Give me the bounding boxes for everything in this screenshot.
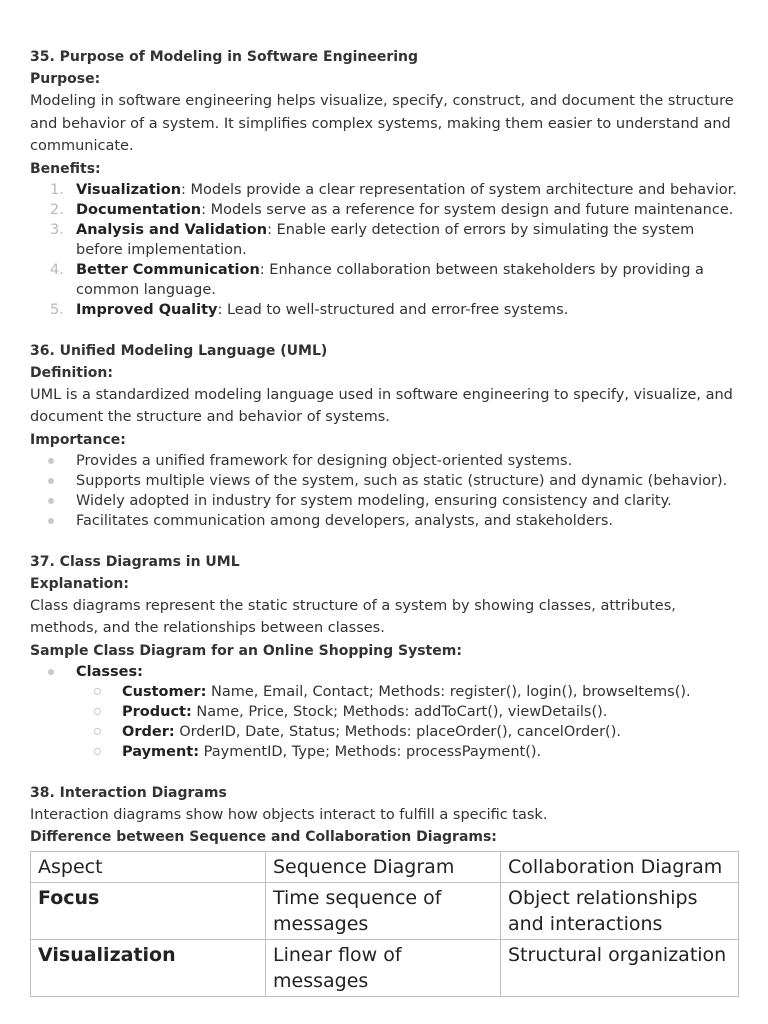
classes-list (30, 662, 742, 762)
importance-label: Importance: (30, 431, 126, 448)
table-row (31, 883, 739, 940)
definition-text: UML is a standardized modeling language used in software engineering to specify, visualize, and document the structure and behavior of systems. (30, 386, 733, 425)
table-row (31, 940, 739, 997)
table-cell: Linear flow of messages (266, 940, 501, 997)
circle-bullet-icon (94, 688, 101, 695)
table-cell: Object relationships and interactions (501, 883, 739, 940)
list-item: Provides a unified framework for designing object-oriented systems. (30, 451, 742, 471)
table-header-cell: Collaboration Diagram (501, 852, 739, 883)
sample-label: Sample Class Diagram for an Online Shopping System: (30, 642, 462, 659)
list-item: Product: Name, Price, Stock; Methods: addToCart(), viewDetails(). (30, 702, 742, 722)
bullet-icon (48, 518, 54, 524)
list-item: 4. Better Communication: Enhance collaboration between stakeholders by providing a common language. (50, 261, 704, 298)
table-header-row (31, 852, 739, 883)
benefits-label: Benefits: (30, 160, 101, 177)
section-35-title: 35. Purpose of Modeling in Software Engineering (30, 49, 419, 65)
list-item: Classes: (30, 662, 742, 682)
list-item: Order: OrderID, Date, Status; Methods: placeOrder(), cancelOrder(). (30, 722, 742, 742)
interaction-intro: Interaction diagrams show how objects interact to fulfill a specific task. (30, 806, 548, 823)
list-item: 2. Documentation: Models serve as a reference for system design and future maintenance. (50, 201, 734, 218)
list-item: Supports multiple views of the system, such as static (structure) and dynamic (behavior). (30, 471, 742, 491)
table-cell: Focus (31, 883, 266, 940)
benefits-list (30, 180, 742, 320)
list-item: 5. Improved Quality: Lead to well-structured and error-free systems. (50, 301, 569, 318)
purpose-text: Modeling in software engineering helps visualize, specify, construct, and document the structure and behavior of a system. It simplifies complex systems, making them easier to understand and communicate. (30, 93, 734, 154)
bullet-icon (48, 498, 54, 504)
bullet-icon (48, 669, 54, 675)
purpose-label: Purpose: (30, 71, 101, 87)
importance-list (30, 451, 742, 531)
list-item: Payment: PaymentID, Type; Methods: processPayment(). (30, 742, 742, 762)
difference-label: Difference between Sequence and Collaboration Diagrams: (30, 829, 497, 845)
table-cell: Structural organization (501, 940, 739, 997)
comparison-table (30, 851, 739, 997)
section-38-title: 38. Interaction Diagrams (30, 784, 227, 801)
document-page (30, 46, 742, 997)
list-item: Customer: Name, Email, Contact; Methods: register(), login(), browseItems(). (30, 682, 742, 702)
table-header-cell: Sequence Diagram (266, 852, 501, 883)
explanation-text: Class diagrams represent the static structure of a system by showing classes, attributes, methods, and the relationships between classes. (30, 597, 676, 636)
circle-bullet-icon (94, 748, 101, 755)
list-item: 3. Analysis and Validation: Enable early detection of errors by simulating the system before implementation. (50, 221, 695, 258)
table-header-cell: Aspect (31, 852, 266, 883)
list-item: 1. Visualization: Models provide a clear representation of system architecture and behavior. (50, 181, 737, 198)
bullet-icon (48, 478, 54, 484)
table-cell: Time sequence of messages (266, 883, 501, 940)
circle-bullet-icon (94, 708, 101, 715)
table-cell: Visualization (31, 940, 266, 997)
explanation-label: Explanation: (30, 575, 129, 592)
list-item: Widely adopted in industry for system modeling, ensuring consistency and clarity. (30, 491, 742, 511)
section-36-title: 36. Unified Modeling Language (UML) (30, 342, 328, 359)
list-item: Facilitates communication among developers, analysts, and stakeholders. (30, 511, 742, 531)
circle-bullet-icon (94, 728, 101, 735)
bullet-icon (48, 458, 54, 464)
section-37-title: 37. Class Diagrams in UML (30, 553, 240, 570)
definition-label: Definition: (30, 364, 113, 381)
